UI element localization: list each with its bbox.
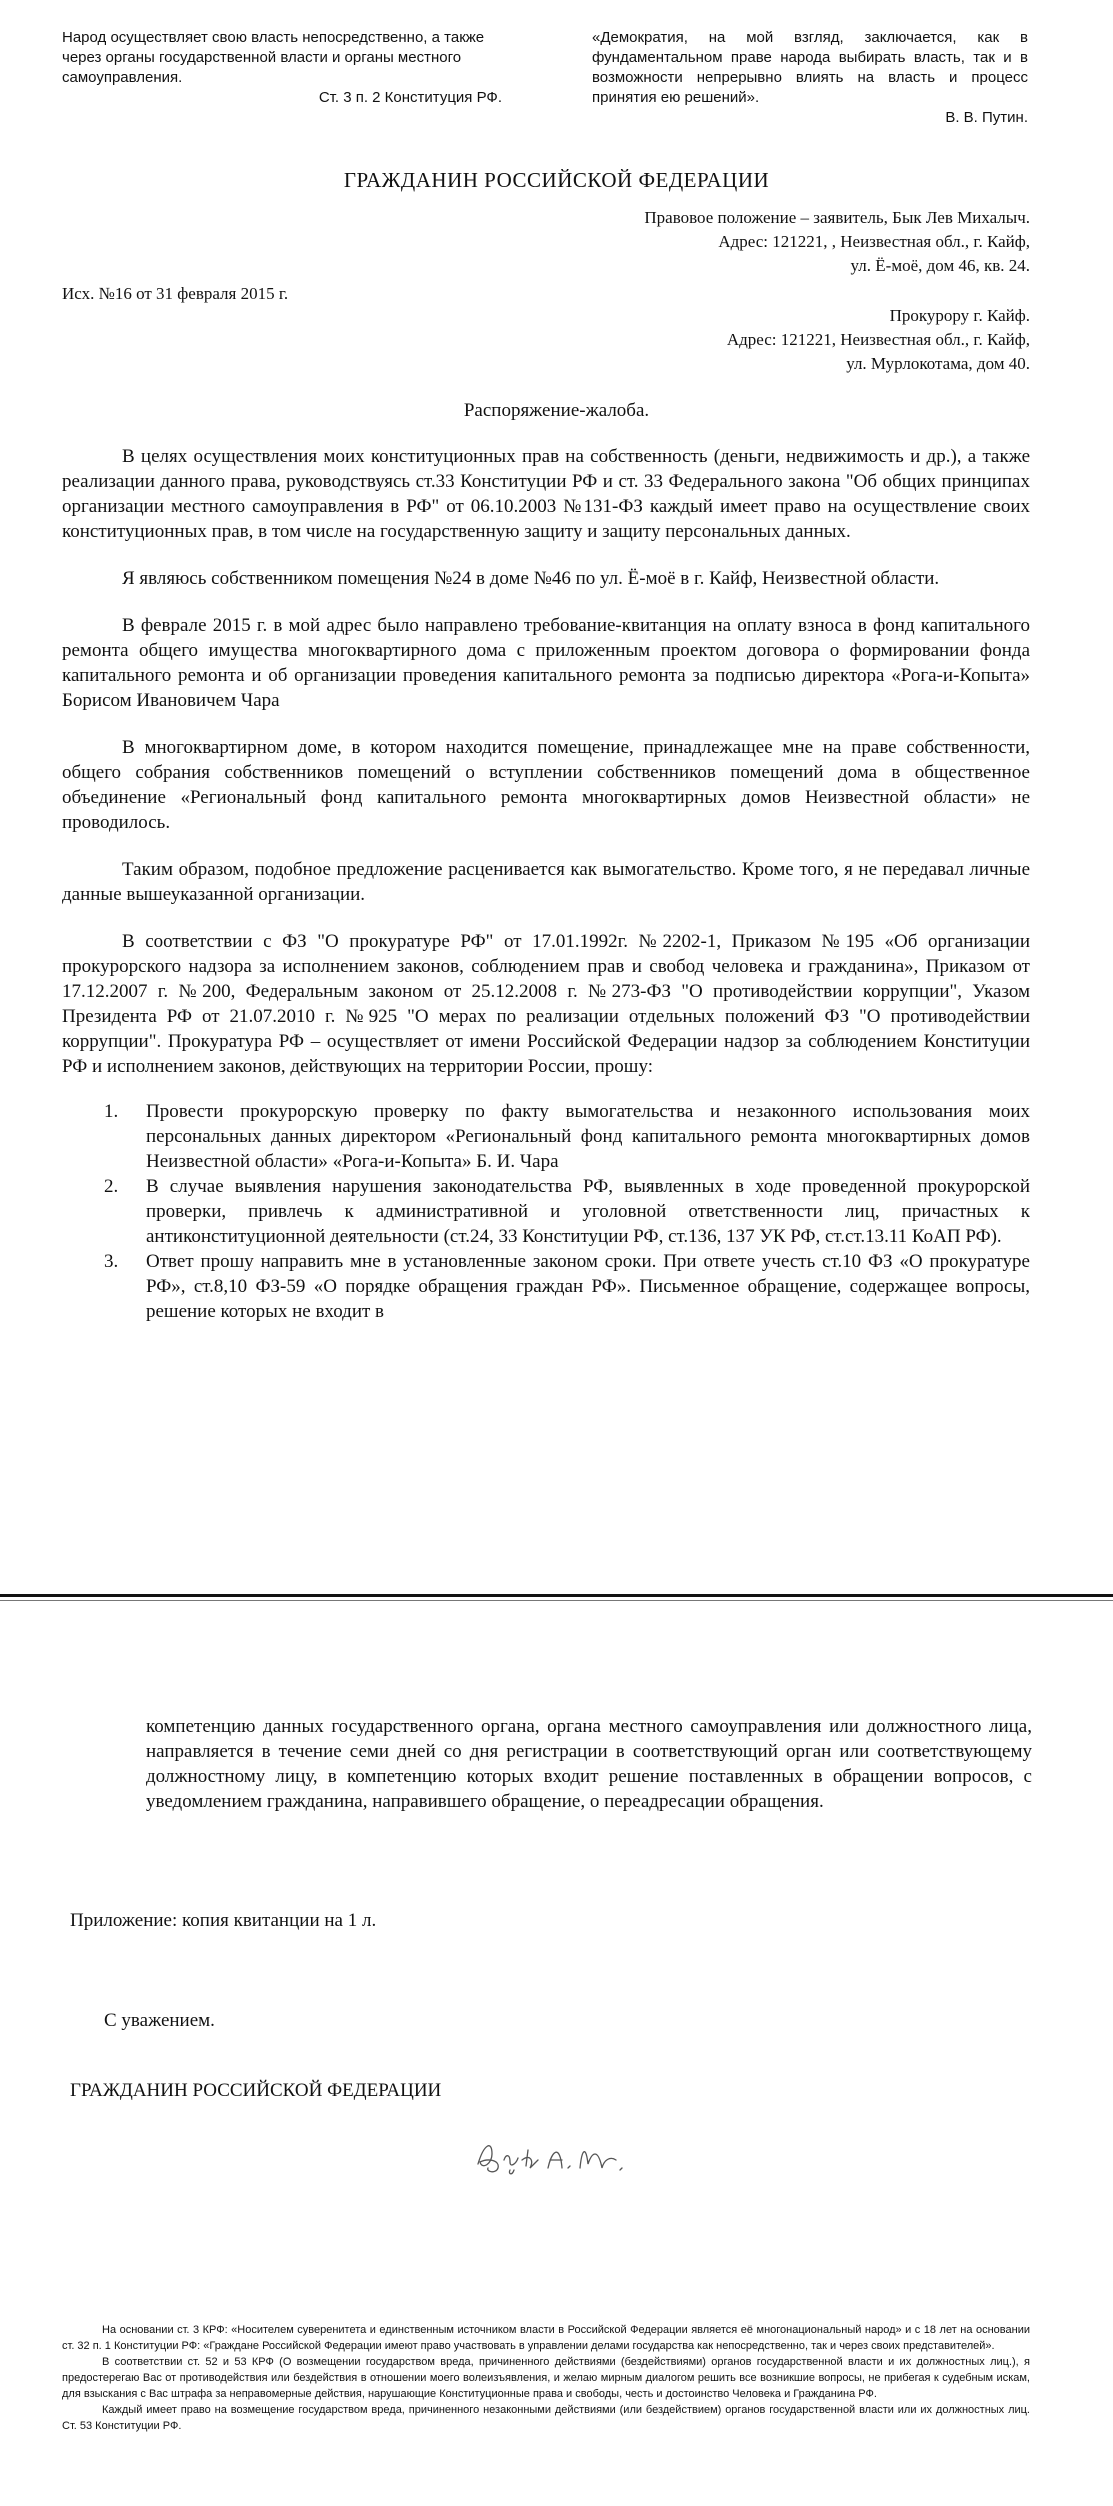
- document-title: Распоряжение-жалоба.: [463, 400, 650, 421]
- paragraph-4: В многоквартирном доме, в котором находится помещение, принадлежащее мне на праве собственности, общего собрания собственников помещений о вступлении собственников помещений дома в общественное объединение «Региональный фонд капитального ремонта многоквартирных домов Неизвестной области» не проводилось.: [62, 737, 1030, 833]
- recipient-block: [500, 304, 1030, 376]
- epigraph-right-source: В. В. Путин.: [945, 109, 1028, 126]
- signature-image: [470, 2130, 640, 2182]
- request-list: [104, 1099, 1030, 1324]
- recipient-name: Прокурору г. Кайф.: [889, 306, 1030, 325]
- sender-address-1: Адрес: 121221, , Неизвестная обл., г. Кайф,: [718, 232, 1030, 251]
- footnote-2: В соответствии ст. 52 и 53 КРФ (О возмещении государством вреда, причиненного действиями (бездействиями) органов государственной власти и их должностных лиц.), я предостерегаю Вас от противодействия или бездействия в отношении моего волеизъявления, и желаю мирным диалогом решить все возникшие вопросы, не прибегая к судебным искам, для взыскания с Вас штрафа за неправомерные действия, нарушающие Конституционные права и свободы, честь и достоинство Человека и Гражданина РФ.: [62, 2356, 1030, 2400]
- paragraph-3: В феврале 2015 г. в мой адрес было направлено требование-квитанция на оплату взноса в фонд капитального ремонта общего имущества многоквартирного дома с приложенным проектом договора о формировании фонда капитального ремонта и об организации проведения капитального ремонта за подписью директора «Рога-и-Копыта» Борисом Ивановичем Чара: [62, 615, 1030, 711]
- closing-regards: С уважением.: [104, 2010, 215, 2031]
- sender-status: Правовое положение – заявитель, Бык Лев Михалыч.: [644, 208, 1030, 227]
- attachment-note: Приложение: копия квитанции на 1 л.: [70, 1910, 377, 1931]
- epigraph-right: [592, 28, 1028, 128]
- epigraph-right-text: «Демократия, на мой взгляд, заключается, как в фундаментальном праве народа выбирать власть, так и в возможности непрерывно влиять на власть и процесс принятия ею решений».: [592, 29, 1028, 106]
- epigraph-left: [62, 28, 524, 108]
- signature-title: ГРАЖДАНИН РОССИЙСКОЙ ФЕДЕРАЦИИ: [70, 2080, 442, 2101]
- recipient-address-2: ул. Мурлокотама, дом 40.: [846, 354, 1030, 373]
- paragraph-2: Я являюсь собственником помещения №24 в доме №46 по ул. Ё-моё в г. Кайф, Неизвестной области.: [122, 568, 940, 589]
- footnote-3: Каждый имеет право на возмещение государством вреда, причиненного незаконными действиями (или бездействием) органов государственной власти или их должностных лиц. Ст. 53 Конституции РФ.: [62, 2404, 1030, 2432]
- letter-body: [62, 444, 1030, 1324]
- request-continuation: компетенцию данных государственного органа, органа местного самоуправления или должностного лица, направляется в течение семи дней со дня регистрации в соответствующий орган или соответствующему должностному лицу, в компетенцию которых входит решение поставленных в обращении вопросов, с уведомлением гражданина, направившего обращение, о переадресации обращения.: [146, 1716, 1032, 1812]
- request-item: 3. Ответ прошу направить мне в установленные законом сроки. При ответе учесть ст.10 ФЗ «О прокуратуре РФ», ст.8,10 ФЗ-59 «О порядке обращения граждан РФ». Письменное обращение, содержащее вопросы, решение которых не входит в: [104, 1251, 1030, 1322]
- sender-title: ГРАЖДАНИН РОССИЙСКОЙ ФЕДЕРАЦИИ: [343, 168, 770, 192]
- recipient-address-1: Адрес: 121221, Неизвестная обл., г. Кайф,: [726, 330, 1030, 349]
- request-item: 2. В случае выявления нарушения законодательства РФ, выявленных в ходе проведенной прокурорской проверки, привлечь к административной и уголовной ответственности лиц, причастных к антиконституционной деятельности (ст.24, 33 Конституции РФ, ст.136, 137 УК РФ, ст.ст.13.11 КоАП РФ).: [104, 1176, 1030, 1247]
- paragraph-6: В соответствии с ФЗ "О прокуратуре РФ" от 17.01.1992г. №2202-1, Приказом №195 «Об организации прокурорского надзора за исполнением законов, соблюдением прав и свобод человека и гражданина», Приказом от 17.12.2007 г. №200, Федеральным законом от 25.12.2008 г. №273-ФЗ "О противодействии коррупции", Указом Президента РФ от 21.07.2010 г. №925 "О мерах по реализации отдельных положений ФЗ "О противодействии коррупции". Прокуратура РФ – осуществляет от имени Российской Федерации надзор за соблюдением Конституции РФ и исполнением законов, действующих на территории России, прошу:: [62, 931, 1030, 1077]
- epigraph-left-source: Ст. 3 п. 2 Конституция РФ.: [318, 89, 502, 106]
- sender-block: [500, 206, 1030, 278]
- footnote-1: На основании ст. 3 КРФ: «Носителем суверенитета и единственным источником власти в Российской Федерации является её многонациональный народ» и с 18 лет на основании ст. 32 п. 1 Конституции РФ: «Граждане Российской Федерации имеют право участвовать в управлении делами государства как непосредственно, так и через своих представителей».: [62, 2324, 1030, 2352]
- footnotes: [62, 2322, 1030, 2434]
- page-break-shadow: [0, 1600, 1113, 1601]
- outgoing-number: Исх. №16 от 31 февраля 2015 г.: [62, 284, 289, 303]
- paragraph-1: В целях осуществления моих конституционных прав на собственность (деньги, недвижимость и др.), а также реализации данного права, руководствуясь ст.33 Конституции РФ и ст. 33 Федерального закона "Об общих принципах организации местного самоуправления в РФ" от 06.10.2003 №131-ФЗ каждый имеет право на осуществление своих конституционных прав, в том числе на государственную защиту и защиту персональных данных.: [62, 446, 1030, 542]
- epigraph-left-text: Народ осуществляет свою власть непосредственно, а также через органы государственной власти и органы местного самоуправления.: [62, 29, 485, 86]
- paragraph-5: Таким образом, подобное предложение расценивается как вымогательство. Кроме того, я не передавал личные данные вышеуказанной организации.: [62, 859, 1030, 905]
- page-break-line: [0, 1594, 1113, 1597]
- sender-address-2: ул. Ё-моё, дом 46, кв. 24.: [850, 256, 1030, 275]
- request-item: 1. Провести прокурорскую проверку по факту вымогательства и незаконного использования моих персональных данных директором «Региональный фонд капитального ремонта многоквартирных домов Неизвестной области» «Рога-и-Копыта» Б. И. Чара: [104, 1101, 1030, 1172]
